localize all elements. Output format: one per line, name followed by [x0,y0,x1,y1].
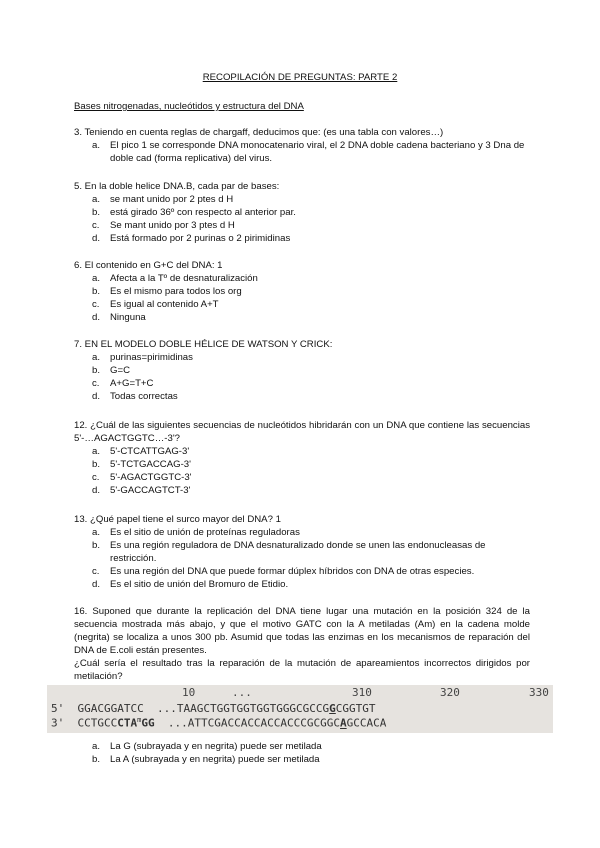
option-marker: a. [92,194,101,205]
option-c [74,377,530,390]
section-heading: Bases nitrogenadas, nucleótidos y estructura del DNA [74,101,304,112]
option-a [74,351,530,364]
question-7 [74,338,530,403]
option-marker: c. [92,299,100,310]
option-marker: b. [92,207,101,218]
question-16 [74,605,530,683]
option-d [74,578,530,591]
option-text: Todas correctas [110,391,178,402]
option-text: Es una región reguladora de DNA desnaturalizado donde se unen las endonucleasas de restricción. [110,540,486,564]
question-prompt: ¿Cuál sería el resultado tras la reparación de la mutación de apareamientos incorrectos dirigidos por metilación? [74,658,530,682]
option-text: La A (subrayada y en negrita) puede ser metilada [110,754,320,765]
option-marker: d. [92,579,101,590]
option-d [74,484,530,497]
question-stem: 13. ¿Qué papel tiene el surco mayor del DNA? 1 [74,514,281,525]
option-d [74,232,530,245]
question-16-options [74,740,530,766]
option-a [74,272,530,285]
option-b [74,539,530,565]
methyl-mark: m [137,716,142,724]
question-12 [74,419,530,497]
option-a [74,740,530,753]
strand-seq: CGGTGT [335,702,376,715]
position-label: 310 [352,686,372,699]
option-text: A+G=T+C [110,378,154,389]
option-text: Es una región del DNA que puede formar dúplex híbridos con DNA de otras especies. [110,566,475,577]
option-text: Afecta a la Tº de desnaturalización [110,273,258,284]
option-text: La G (subrayada y en negrita) puede ser metilada [110,741,322,752]
option-marker: c. [92,566,100,577]
position-ellipsis: ... [232,686,252,699]
position-label: 320 [440,686,460,699]
page-title: RECOPILACIÓN DE PREGUNTAS: PARTE 2 [202,72,398,83]
option-marker: d. [92,312,101,323]
option-b [74,206,530,219]
option-text: G=C [110,365,130,376]
option-c [74,219,530,232]
option-a [74,445,530,458]
option-marker: d. [92,391,101,402]
strand-end-label: 5' [51,702,65,715]
option-marker: d. [92,485,101,496]
strand-seq: GGACGGATCC [77,702,144,715]
strand-seq: ...TAAGCTGGTGGTGGTGGGCGCCG [156,702,330,715]
option-a [74,193,530,206]
question-stem: 5. En la doble helice DNA.B, cada par de bases: [74,181,280,192]
strand-seq: ...ATTCGACCACCACCACCCGCGGC [167,716,341,730]
option-marker: a. [92,741,101,752]
option-text: 5'-AGACTGGTC-3' [110,472,192,483]
option-marker: c. [92,220,100,231]
option-b [74,458,530,471]
mutation-base: A [340,716,347,730]
option-b [74,753,530,766]
option-a [74,139,530,165]
gatc-motif: GG [141,716,155,730]
question-5 [74,180,530,245]
question-stem: 3. Teniendo en cuenta reglas de chargaff, deducimos que: (es una tabla con valores…) [74,127,444,138]
option-text: Es el sitio de unión del Bromuro de Etidio. [110,579,289,590]
option-text: purinas=pirimidinas [110,352,193,363]
option-marker: a. [92,273,101,284]
option-text: se mant unido por 2 ptes d H [110,194,234,205]
option-text: Es igual al contenido A+T [110,299,219,310]
option-b [74,364,530,377]
option-c [74,565,530,578]
option-b [74,285,530,298]
option-c [74,298,530,311]
option-marker: b. [92,365,101,376]
option-text: Está formado por 2 purinas o 2 pirimidinas [110,233,291,244]
question-stem: 16. Suponed que durante la replicación del DNA tiene lugar una mutación en la posición 324 de la secuencia mostrada más abajo, y que el motivo GATC con la A metiladas (Am) en la cadena molde (negrita) se localiza a unos 300 pb. Asumid que todas las enzimas en los mecanismos de reparación del DNA de E.coli están presentes. [74,606,530,656]
question-stem: 12. ¿Cuál de las siguientes secuencias de nucleótidos hibridarán con un DNA que contiene las secuencias 5'-…AGACTGGTC…-3'? [74,420,530,444]
option-text: está girado 36º con respecto al anterior par. [110,207,296,218]
sequence-figure [47,685,553,733]
option-marker: c. [92,472,100,483]
option-text: 5'-GACCAGTCT-3' [110,485,191,496]
mutation-base: G [329,702,336,715]
strand-seq: CCTGCC [77,716,118,730]
option-text: 5'-TCTGACCAG-3' [110,459,191,470]
option-d [74,390,530,403]
gatc-motif: CTA [117,716,138,730]
option-text: Ninguna [110,312,146,323]
option-text: El pico 1 se corresponde DNA monocatenario viral, el 2 DNA doble cadena bacteriano y 3 Dna de doble cad (forma replicativa) del virus. [110,140,525,164]
position-label: 330 [529,686,549,699]
option-d [74,311,530,324]
strand-end-label: 3' [51,716,65,730]
option-marker: a. [92,140,101,151]
option-c [74,471,530,484]
option-marker: c. [92,378,100,389]
option-a [74,526,530,539]
option-marker: b. [92,286,101,297]
option-marker: b. [92,754,101,765]
option-text: Es el mismo para todos los org [110,286,242,297]
option-text: Se mant unido por 3 ptes d H [110,220,235,231]
top-strand [51,702,376,715]
bottom-strand [51,716,386,730]
position-label: 10 [182,686,196,699]
question-6 [74,259,530,324]
question-stem: 7. EN EL MODELO DOBLE HÉLICE DE WATSON Y CRICK: [74,339,333,350]
option-text: 5'-CTCATTGAG-3' [110,446,190,457]
option-marker: d. [92,233,101,244]
strand-seq: GCCACA [346,716,387,730]
option-marker: a. [92,352,101,363]
option-marker: b. [92,540,101,551]
option-text: Es el sitio de unión de proteínas reguladoras [110,527,300,538]
option-marker: b. [92,459,101,470]
option-marker: a. [92,446,101,457]
option-marker: a. [92,527,101,538]
question-stem: 6. El contenido en G+C del DNA: 1 [74,260,223,271]
question-13 [74,513,530,591]
question-3 [74,126,530,165]
